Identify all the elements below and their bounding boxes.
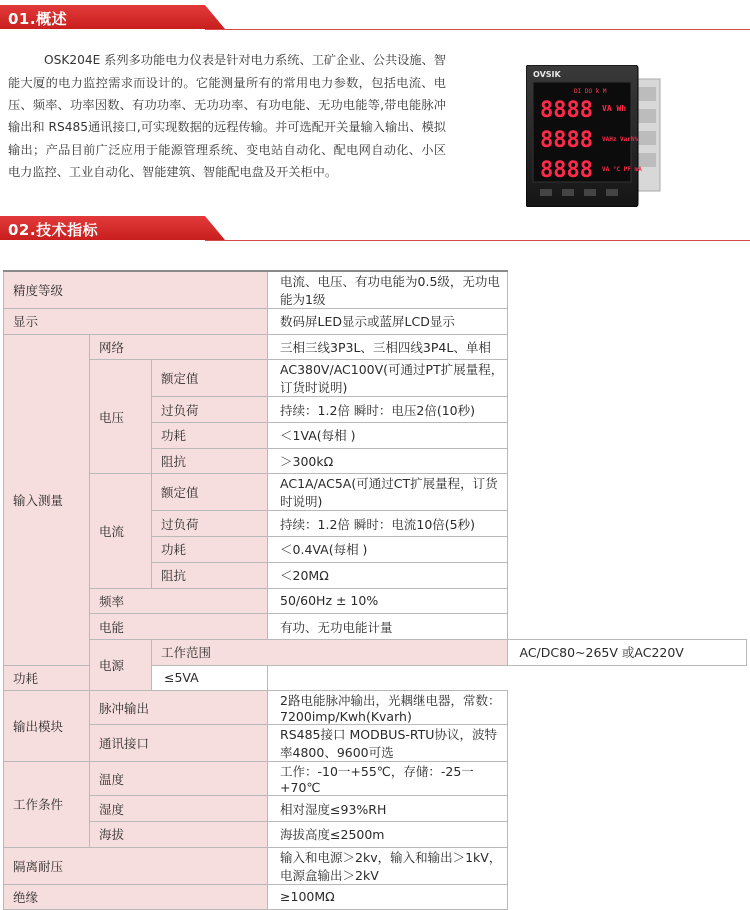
table-row [4,821,747,847]
intro-paragraph: OSK204E 系列多功能电力仪表是针对电力系统、工矿企业、公共设施、智能大厦的电力监控需求而设计的。它能测量所有的常用电力参数，包括电流、电压、频率、功率因数、有功功率、无功功率、有功电能、无功电能等,带电能脉冲输出和 RS485通讯接口,可实现数据的远程传输。并可选配开关量输入输出、模拟输出；产品目前广泛应用于能源管理系统、变电站自动化、配电网自动化、小区电力监控、工业自动化、智能建筑、智能配电盘及开关柜中。 [8,53,446,180]
group-label-output: 输出模块 [4,691,90,762]
meter-device-image [526,65,661,207]
spec-value: ≥100MΩ [268,884,507,910]
spec-label: 额定值 [152,474,268,511]
section-header-specs [0,216,750,240]
spec-label: 过负荷 [152,397,268,423]
spec-value: ＞300kΩ [268,448,507,474]
led-digits-row-3: 8888 [540,158,593,183]
table-row [4,271,747,309]
spec-label: 绝缘 [4,884,268,910]
spec-label: 阻抗 [152,448,268,474]
table-row [4,725,747,762]
group-label-input: 输入测量 [4,334,90,665]
spec-label: 网络 [90,334,268,360]
section-title: 02.技术指标 [8,221,99,239]
spec-label: 工作范围 [152,639,508,665]
table-row [4,360,747,397]
table-row [4,691,747,725]
spec-value: 有功、无功电能计量 [268,614,507,640]
spec-label: 功耗 [152,537,268,563]
spec-value: RS485接口 MODBUS-RTU协议，波特率4800、9600可选 [268,725,507,762]
spec-label: 湿度 [90,796,268,822]
device-top-label: DI DO k M [574,88,607,95]
table-row [4,796,747,822]
spec-value: 2路电能脉冲输出，光耦继电器，常数：7200imp/Kwh(Kvarh) [268,691,507,725]
spec-label: 额定值 [152,360,268,397]
spec-value: 三相三线3P3L、三相四线3P4L、单相 [268,334,507,360]
group-label-env: 工作条件 [4,762,90,847]
spec-value: ＜0.4VA(每相 ) [268,537,507,563]
spec-label: 精度等级 [4,271,268,309]
table-row [4,334,747,360]
spec-value: AC/DC80~265V 或AC220V [507,639,747,665]
led-digits-row-1: 8888 [540,98,593,123]
spec-value: 输入和电源＞2kv，输入和输出＞1kV，电源盒输出＞2kV [268,847,507,884]
device-button [562,189,574,196]
spec-label: 温度 [90,762,268,796]
spec-value: ＜1VA(每相 ) [268,423,507,449]
spec-value: ≤5VA [152,665,268,691]
spec-label: 隔离耐压 [4,847,268,884]
spec-label: 电能 [90,614,268,640]
device-button [606,189,618,196]
section-title: 01.概述 [8,10,68,28]
spec-value: 工作：-10一+55℃，存储：-25一+70℃ [268,762,507,796]
spec-value: AC1A/AC5A(可通过CT扩展量程，订货时说明) [268,474,507,511]
led-units-row-1: VA Wh [602,104,627,113]
spec-label: 通讯接口 [90,725,268,762]
spec-value: 持续：1.2倍 瞬时：电压2倍(10秒) [268,397,507,423]
table-row [4,588,747,614]
device-brand: OVSIK [533,70,561,79]
spec-label: 脉冲输出 [90,691,268,725]
table-row [4,847,747,884]
group-label-supply: 电源 [90,639,152,690]
table-row [4,614,747,640]
spec-label: 显示 [4,309,268,335]
table-row [4,639,747,665]
device-button [540,189,552,196]
section-divider [205,29,750,30]
subgroup-label-voltage: 电压 [90,360,152,474]
led-units-row-3: VA °C PF mA [602,166,642,173]
table-row [4,762,747,796]
spec-value: 海拔高度≤2500m [268,821,507,847]
table-row [4,884,747,910]
spec-value: AC380V/AC100V(可通过PT扩展量程，订货时说明) [268,360,507,397]
spec-label: 阻抗 [152,562,268,588]
spec-label: 功耗 [152,423,268,449]
spec-value: 数码屏LED显示或蓝屏LCD显示 [268,309,507,335]
section-header-overview [0,5,750,29]
device-button [584,189,596,196]
spec-table [3,270,747,910]
table-row [4,309,747,335]
spec-label: 功耗 [4,665,152,691]
spec-value: ＜20MΩ [268,562,507,588]
spec-label: 频率 [90,588,268,614]
spec-label: 过负荷 [152,511,268,537]
subgroup-label-current: 电流 [90,474,152,588]
spec-value: 相对湿度≤93%RH [268,796,507,822]
spec-label: 海拔 [90,821,268,847]
section-divider [205,240,750,241]
led-digits-row-2: 8888 [540,128,593,153]
spec-value: 电流、电压、有功电能为0.5级，无功电能为1级 [268,271,507,309]
spec-value: 50/60Hz ± 10% [268,588,507,614]
led-units-row-2: VAHz Varh% [602,136,639,143]
table-row [4,474,747,511]
spec-value: 持续：1.2倍 瞬时：电流10倍(5秒) [268,511,507,537]
